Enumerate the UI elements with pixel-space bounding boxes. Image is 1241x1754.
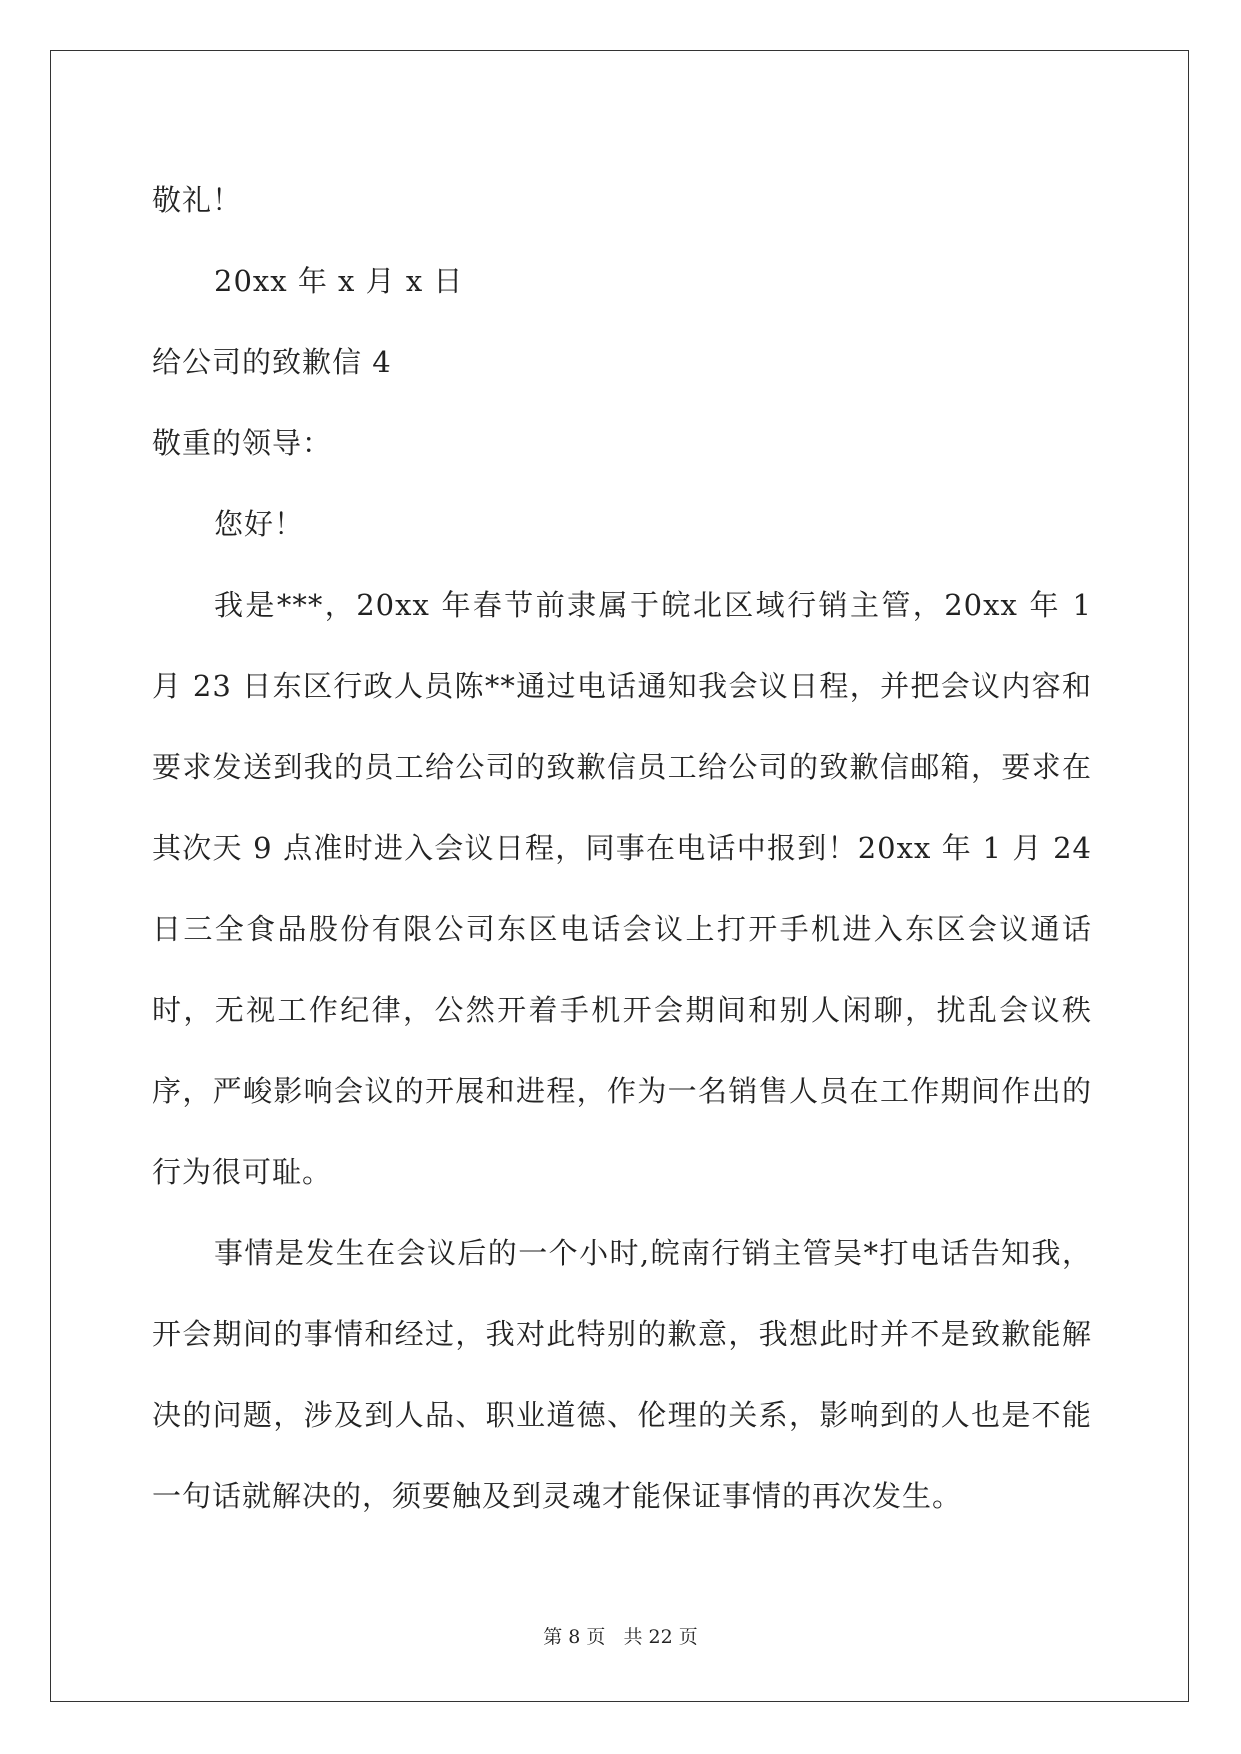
body-paragraph-1: 我是***，20xx 年春节前隶属于皖北区域行销主管，20xx 年 1 月 23 日东区行政人员陈**通过电话通知我会议日程，并把会议内容和要求发送到我的员工给公司的致歉信员工给公司的致歉信邮箱，要求在其次天 9 点准时进入会议日程，同事在电话中报到！20xx 年 1 月 24 日三全食品股份有限公司东区电话会议上打开手机进入东区会议通话时，无视工作纪律，公然开着手机开会期间和别人闲聊，扰乱会议秩序，严峻影响会议的开展和进程，作为一名销售人员在工作期间作出的行为很可耻。 <box>152 588 1092 1189</box>
letter-date: 20xx 年 x 月 x 日 <box>214 264 464 298</box>
salutation: 敬重的领导： <box>152 426 333 460</box>
greeting: 您好！ <box>214 507 305 541</box>
page-number: 第 8 页 <box>543 1626 606 1648</box>
body-paragraph-2: 事情是发生在会议后的一个小时,皖南行销主管吴*打电话告知我，开会期间的事情和经过，我对此特别的歉意，我想此时并不是致歉能解决的问题，涉及到人品、职业道德、伦理的关系，影响到的人也是不能一句话就解决的，须要触及到灵魂才能保证事情的再次发生。 <box>152 1236 1092 1513</box>
document-body <box>152 160 1092 1537</box>
page-total: 共 22 页 <box>623 1626 698 1648</box>
closing-salute: 敬礼！ <box>152 183 243 217</box>
page-footer <box>0 1622 1241 1649</box>
letter-title: 给公司的致歉信 4 <box>152 345 392 379</box>
